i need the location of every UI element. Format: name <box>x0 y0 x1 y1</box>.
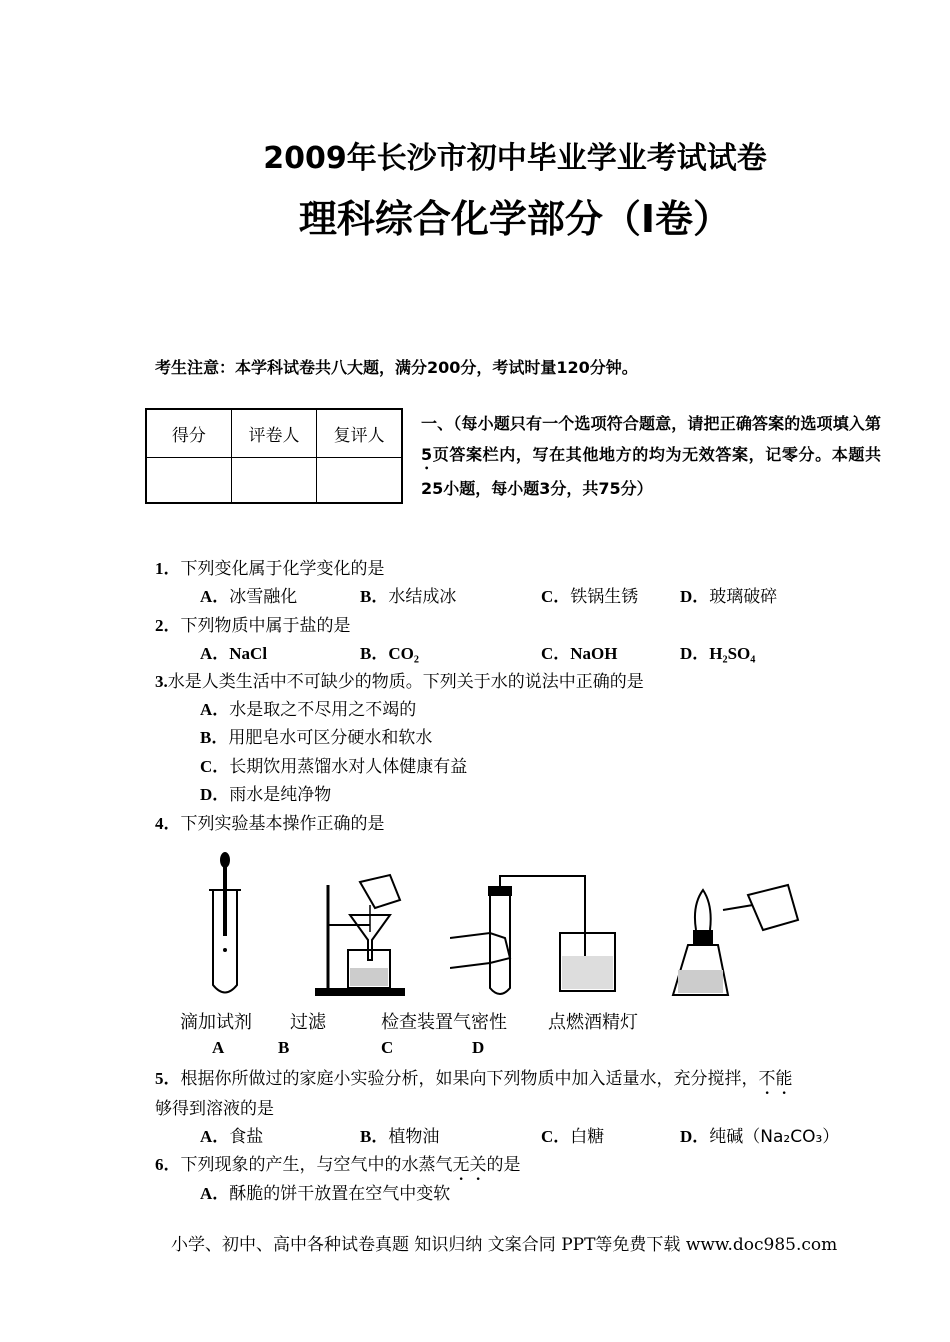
q1-option-d: D．玻璃破碎 <box>680 587 778 607</box>
test-tube <box>490 888 510 994</box>
stand-base <box>315 988 405 996</box>
question-1: 1．下列变化属于化学变化的是 <box>155 559 385 579</box>
dropper-stem <box>223 866 227 936</box>
q1-option-b: B．水结成冰 <box>360 587 457 607</box>
q2-option-a: A．NaCl <box>200 644 268 663</box>
question-3: 3.水是人类生活中不可缺少的物质。下列关于水的说法中正确的是 <box>155 672 644 692</box>
beaker-pouring <box>360 875 400 908</box>
q1-option-c: C．铁锅生锈 <box>541 587 639 607</box>
score-cell <box>146 457 231 503</box>
q6-option-a: A．酥脆的饼干放置在空气中变软 <box>200 1184 451 1204</box>
grader-cell <box>231 457 316 503</box>
q3-option-d: D．雨水是纯净物 <box>200 785 332 805</box>
q2-option-c: C．NaOH <box>541 644 618 663</box>
delivery-tube <box>500 876 585 958</box>
q3-option-b: B．用肥皂水可区分硬水和软水 <box>200 728 433 748</box>
caption-b: 过滤 <box>290 1012 326 1033</box>
letter-d: D <box>472 1038 485 1057</box>
question-6: 6．下列现象的产生，与空气中的水蒸气无关的是 <box>155 1155 521 1175</box>
flame <box>695 890 711 930</box>
dropper-test-tube-figure <box>195 850 255 1000</box>
score-header: 得分 <box>146 409 231 457</box>
q5-option-d: D．纯碱（Na₂CO₃） <box>680 1127 840 1147</box>
q1-option-a: A．冰雪融化 <box>200 587 298 607</box>
question-5: 5．根据你所做过的家庭小实验分析，如果向下列物质中加入适量水，充分搅拌，不能 <box>155 1069 793 1089</box>
grader-header: 评卷人 <box>231 409 316 457</box>
q5-option-c: C．白糖 <box>541 1127 605 1147</box>
reviewer-header: 复评人 <box>317 409 402 457</box>
section-instructions: 一、（每小题只有一个选项符合题意，请把正确答案的选项填入第5页答案栏内，写在其他地方的均为无效答案，记零分。本题共25小题，每小题3分，共75分） <box>421 414 881 498</box>
q3-option-a: A．水是取之不尽用之不竭的 <box>200 700 417 720</box>
lamp-wick-holder <box>693 930 713 945</box>
score-table <box>145 408 403 504</box>
page-footer: 小学、初中、高中各种试卷真题 知识归纳 文案合同 PPT等免费下载 www.doc985.com <box>171 1235 838 1255</box>
airtightness-figure <box>450 868 640 1003</box>
q3-option-c: C．长期饮用蒸馏水对人体健康有益 <box>200 757 468 777</box>
q2-option-b: B．CO₂ <box>360 644 419 663</box>
reviewer-cell <box>317 457 402 503</box>
q5-option-a: A．食盐 <box>200 1127 264 1147</box>
q2-option-d: D．H₂SO₄ <box>680 644 756 663</box>
alcohol-lamp-figure <box>668 875 808 1000</box>
q5-option-b: B．植物油 <box>360 1127 440 1147</box>
filtration-figure <box>310 870 415 1000</box>
caption-d: 点燃酒精灯 <box>548 1012 638 1033</box>
exam-subtitle: 理科综合化学部分（Ⅰ卷） <box>298 197 732 241</box>
second-lamp <box>748 885 798 930</box>
stopper <box>488 886 512 896</box>
dropper-bulb <box>220 852 230 868</box>
caption-a: 滴加试剂 <box>180 1012 252 1033</box>
exam-title: 2009年长沙市初中毕业学业考试试卷 <box>263 141 767 176</box>
letter-c: C <box>381 1038 394 1057</box>
page-number-emphasis: 5 <box>421 445 433 464</box>
caption-c: 检查装置气密性 <box>381 1012 507 1033</box>
letter-a: A <box>212 1038 225 1057</box>
exam-notice: 考生注意：本学科试卷共八大题，满分200分，考试时量120分钟。 <box>155 358 638 377</box>
question-5-cont: 够得到溶液的是 <box>155 1099 274 1119</box>
letter-b: B <box>278 1038 290 1057</box>
question-2: 2．下列物质中属于盐的是 <box>155 616 351 636</box>
hand <box>450 933 510 968</box>
question-4: 4．下列实验基本操作正确的是 <box>155 814 385 834</box>
